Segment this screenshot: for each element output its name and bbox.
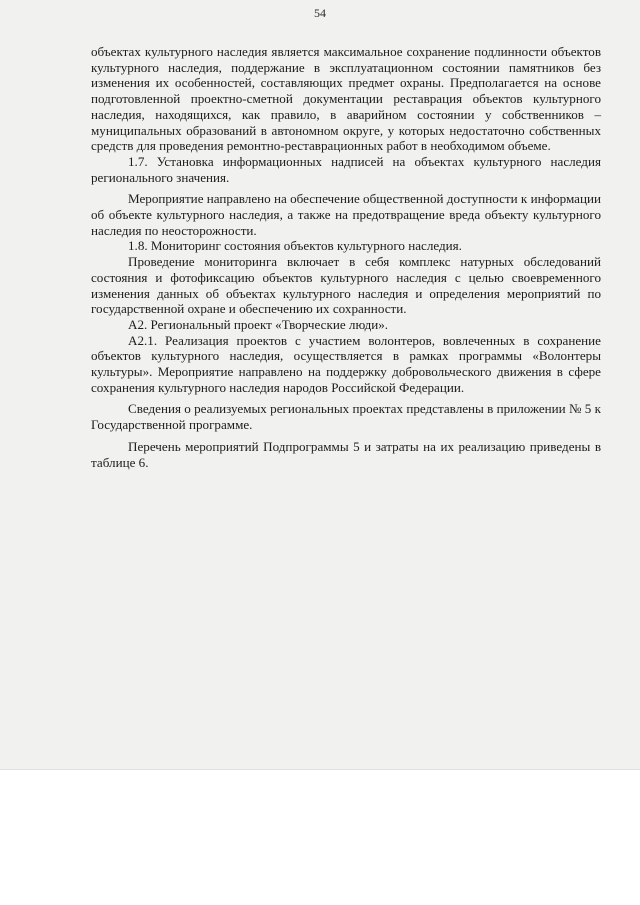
paragraph-continuation: объектах культурного наследия является максимальное сохранение подлинности объектов культурного наследия, поддержание в эксплуатационном состоянии памятников без изменения их особенностей, составляющих предмет охраны. Предполагается на основе подготовленной проектно-сметной документации реставрация объектов культурного наследия, находящихся, как правило, в аварийном состоянии у собственников – муниципальных образований в автономном округе, у которых недостаточно собственных средств для проведения ремонтно-реставрационных работ в необходимом объеме.	[91, 44, 601, 154]
paragraph-regional-projects-note: Сведения о реализуемых региональных проектах представлены в приложении № 5 к Государственной программе.	[91, 401, 601, 433]
paragraph-item-1-7-description: Мероприятие направлено на обеспечение общественной доступности к информации об объекте культурного наследия, а также на предотвращение вреда объекту культурного наследия по неосторожности.	[91, 191, 601, 238]
paragraph-item-1-8-description: Проведение мониторинга включает в себя комплекс натурных обследований состояния и фотофиксацию объектов культурного наследия с целью своевременного изменения данных об объектах культурного наследия и определения мероприятий по государственной охране и обеспечению их сохранности.	[91, 254, 601, 317]
paragraph-item-1-8: 1.8. Мониторинг состояния объектов культурного наследия.	[128, 238, 462, 254]
paragraph-project-a2: А2. Региональный проект «Творческие люди».	[128, 316, 389, 332]
paragraph-table-reference: Перечень мероприятий Подпрограммы 5 и затраты на их реализацию приведены в таблице 6.	[91, 438, 601, 470]
paragraph-item-1-7: 1.7. Установка информационных надписей на объектах культурного наследия регионального значения.	[91, 153, 601, 185]
body-text	[91, 44, 601, 470]
paragraph-item-a2-1: А2.1. Реализация проектов с участием волонтеров, вовлеченных в сохранение объектов культурного наследия, осуществляется в рамках программы «Волонтеры культуры». Мероприятие направлено на поддержку добровольческого движения в сфере сохранения культурного наследия народов Российской Федерации.	[91, 332, 601, 395]
page-number: 54	[314, 6, 326, 20]
